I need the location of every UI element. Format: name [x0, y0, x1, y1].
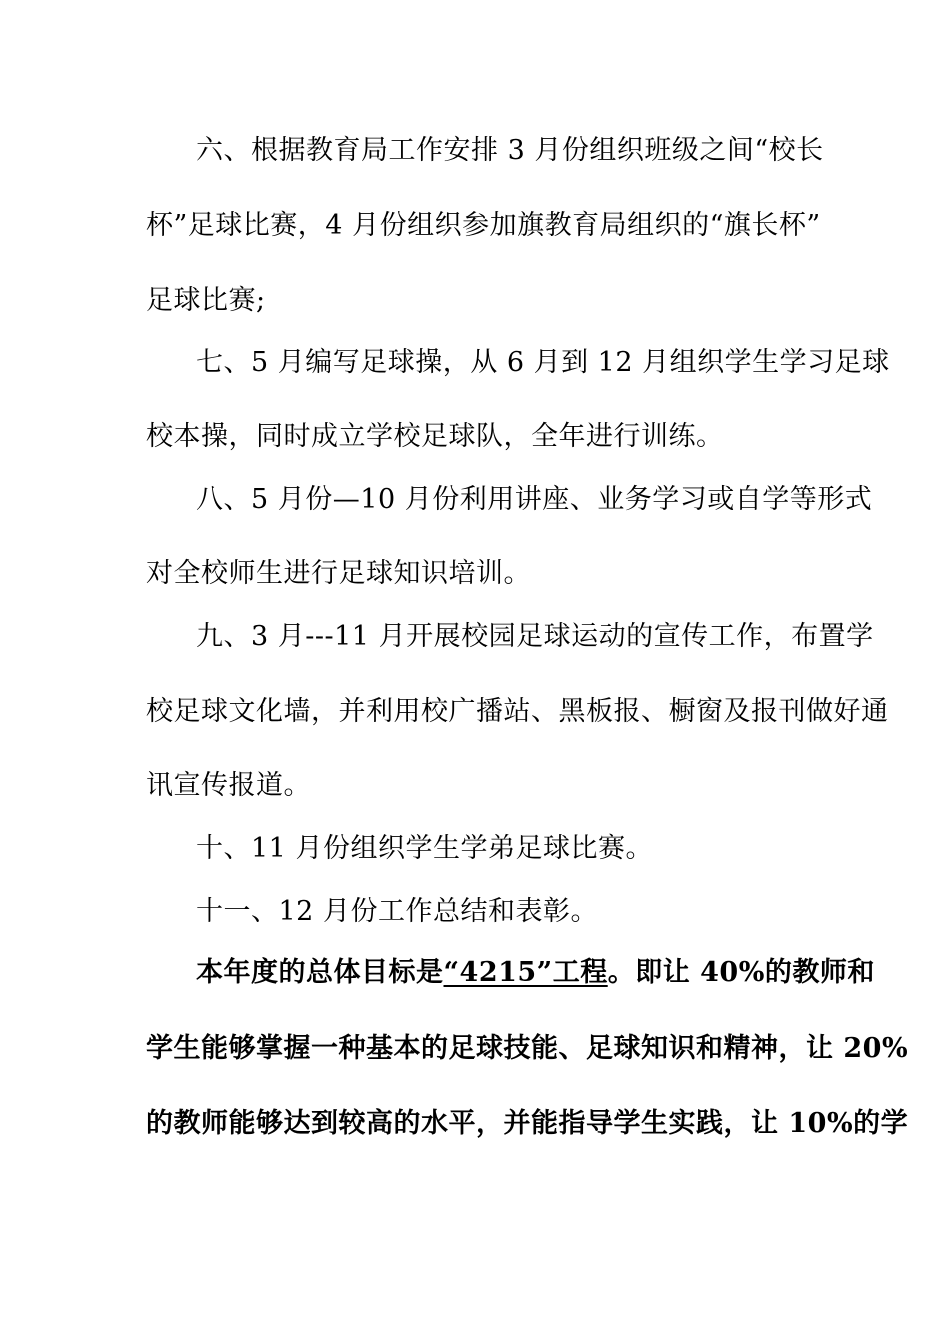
- paragraph-6-line-2: 杯”足球比赛，4 月份组织参加旗教育局组织的“旗长杯”: [146, 210, 821, 241]
- paragraph-7-line-2: 校本操，同时成立学校足球队，全年进行训练。: [146, 421, 724, 452]
- goal-project-name: “4215”工程: [443, 957, 608, 988]
- paragraph-9-line-2: 校足球文化墙，并利用校广播站、黑板报、橱窗及报刊做好通: [146, 696, 889, 727]
- paragraph-8-line-2: 对全校师生进行足球知识培训。: [146, 558, 531, 589]
- paragraph-9-line-1: 九、3 月---11 月开展校园足球运动的宣传工作，布置学: [196, 621, 874, 652]
- paragraph-10-line-1: 十、11 月份组织学生学弟足球比赛。: [196, 833, 653, 864]
- paragraph-6-line-1: 六、根据教育局工作安排 3 月份组织班级之间“校长: [196, 135, 824, 166]
- paragraph-11-line-1: 十一、12 月份工作总结和表彰。: [196, 896, 598, 927]
- paragraph-7-line-1: 七、5 月编写足球操，从 6 月到 12 月组织学生学习足球: [196, 347, 890, 378]
- goal-prefix: 本年度的总体目标是: [196, 957, 444, 988]
- goal-suffix: 。即让 40%的教师和: [607, 957, 875, 988]
- paragraph-9-line-3: 讯宣传报道。: [146, 770, 311, 801]
- goal-line-1: [196, 956, 875, 990]
- paragraph-8-line-1: 八、5 月份—10 月份利用讲座、业务学习或自学等形式: [196, 484, 873, 515]
- goal-line-2: 学生能够掌握一种基本的足球技能、足球知识和精神，让 20%: [146, 1033, 909, 1064]
- paragraph-6-line-3: 足球比赛;: [146, 285, 266, 316]
- goal-line-3: 的教师能够达到较高的水平，并能指导学生实践，让 10%的学: [146, 1108, 909, 1139]
